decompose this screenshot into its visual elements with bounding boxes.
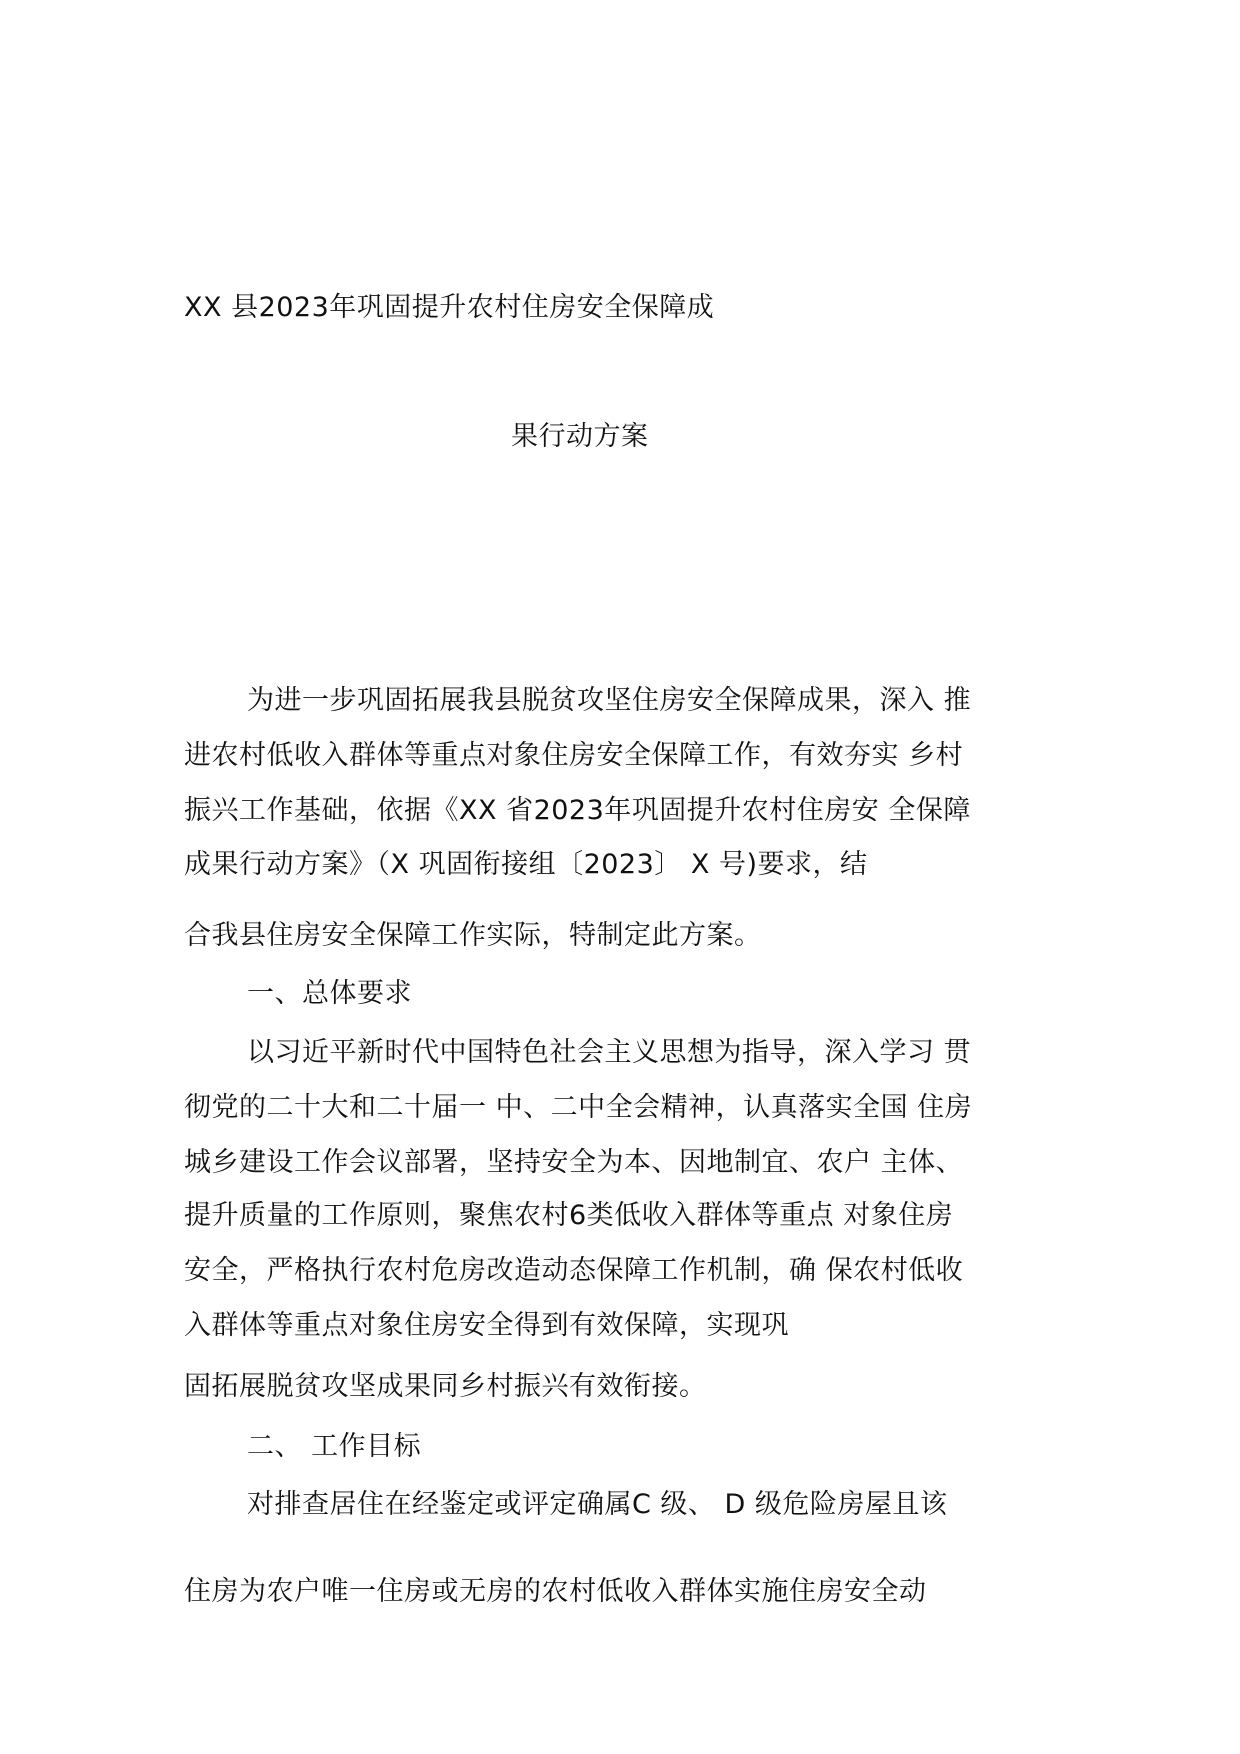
body-line: 城乡建设工作会议部署，坚持安全为本、因地制宜、农户 主体、 xyxy=(184,1147,964,1178)
body-line: 彻党的二十大和二十届一 中、二中全会精神，认真落实全国 住房 xyxy=(184,1092,973,1123)
body-line: 安全，严格执行农村危房改造动态保障工作机制，确 保农村低收 xyxy=(184,1255,964,1286)
body-line: 成果行动方案》（X 巩固衔接组〔2023〕 X 号)要求，结 xyxy=(184,849,868,880)
body-line: 进农村低收入群体等重点对象住房安全保障工作，有效夯实 乡村 xyxy=(184,740,964,771)
body-line: 提升质量的工作原则，聚焦农村6类低收入群体等重点 对象住房 xyxy=(184,1200,954,1231)
body-line: 固拓展脱贫攻坚成果同乡村振兴有效衔接。 xyxy=(184,1371,707,1402)
body-line: 住房为农户唯一住房或无房的农村低收入群体实施住房安全动 xyxy=(184,1576,927,1607)
document-title-line-2: 果行动方案 xyxy=(511,421,649,452)
body-line: 入群体等重点对象住房安全得到有效保障，实现巩 xyxy=(184,1310,789,1341)
body-line: 振兴工作基础，依据《XX 省2023年巩固提升农村住房安 全保障 xyxy=(184,795,971,826)
body-line: 为进一步巩固拓展我县脱贫攻坚住房安全保障成果，深入 推 xyxy=(247,685,972,716)
section-heading: 二、 工作目标 xyxy=(247,1431,422,1462)
document-title-line-1: XX 县2023年巩固提升农村住房安全保障成 xyxy=(184,292,715,323)
section-heading: 一、总体要求 xyxy=(247,978,412,1009)
body-line: 合我县住房安全保障工作实际，特制定此方案。 xyxy=(184,920,762,951)
body-line: 对排查居住在经鉴定或评定确属C 级、 D 级危险房屋且该 xyxy=(247,1489,948,1520)
body-line: 以习近平新时代中国特色社会主义思想为指导，深入学习 贯 xyxy=(247,1037,972,1068)
